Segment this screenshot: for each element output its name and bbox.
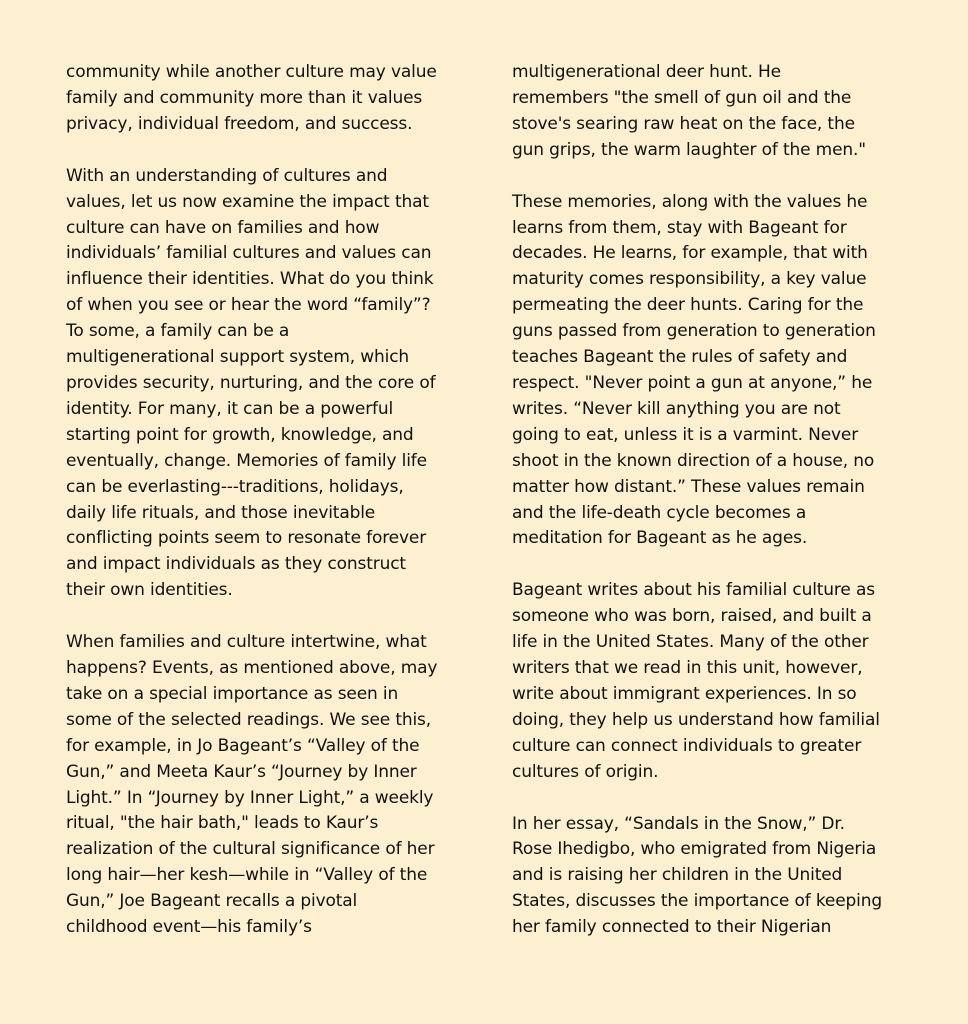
paragraph: Bageant writes about his familial culture as someone who was born, raised, and built a life in the United States. Many of the other writers that we read in this unit, however, write about immigrant experiences. In so doing, they help us understand how familial culture can connect individuals to greater cultures of origin.: [512, 580, 880, 782]
paragraph: These memories, along with the values he learns from them, stay with Bageant for decades. He learns, for example, that with maturity comes responsibility, a key value permeating the deer hunts. Caring for the guns passed from generation to generation teaches Bageant the rules of safety and respect. "Never point a gun at anyone,” he writes. “Never kill anything you are not going to eat, unless it is a varmint. Never shoot in the known direction of a house, no matter how distant.” These values remain and the life-death cycle becomes a meditation for Bageant as he ages.: [512, 191, 876, 549]
paragraph: With an understanding of cultures and values, let us now examine the impact that culture can have on families and how individuals’ familial cultures and values can influence their identities. What do you think of when you see or hear the word “family”? To some, a family can be a multigenerational support system, which provides security, nurturing, and the core of identity. For many, it can be a powerful starting point for growth, knowledge, and eventually, change. Memories of family life can be everlasting---traditions, holidays, daily life rituals, and those inevitable conflicting points seem to resonate forever and impact individuals as they construct their own identities.: [66, 165, 436, 601]
paragraph: When families and culture intertwine, what happens? Events, as mentioned above, may take on a special importance as seen in some of the selected readings. We see this, for example, in Jo Bageant’s “Valley of the Gun,” and Meeta Kaur’s “Journey by Inner Light.” In “Journey by Inner Light,” a weekly ritual, "the hair bath," leads to Kaur’s realization of the cultural significance of her long hair—her kesh—while in “Valley of the Gun,” Joe Bageant recalls a pivotal childhood event—his family’s: [66, 632, 438, 938]
paragraph: multigenerational deer hunt. He remembers "the smell of gun oil and the stove's searing raw heat on the face, the gun grips, the warm laughter of the men.": [512, 62, 866, 160]
paragraph: In her essay, “Sandals in the Snow,” Dr. Rose Ihedigbo, who emigrated from Nigeria and is raising her children in the United States, discusses the importance of keeping her family connected to their Nigerian: [512, 813, 882, 938]
right-column: [512, 60, 912, 967]
paragraph: community while another culture may value family and community more than it values privacy, individual freedom, and success.: [66, 62, 437, 134]
left-column: [66, 60, 466, 967]
